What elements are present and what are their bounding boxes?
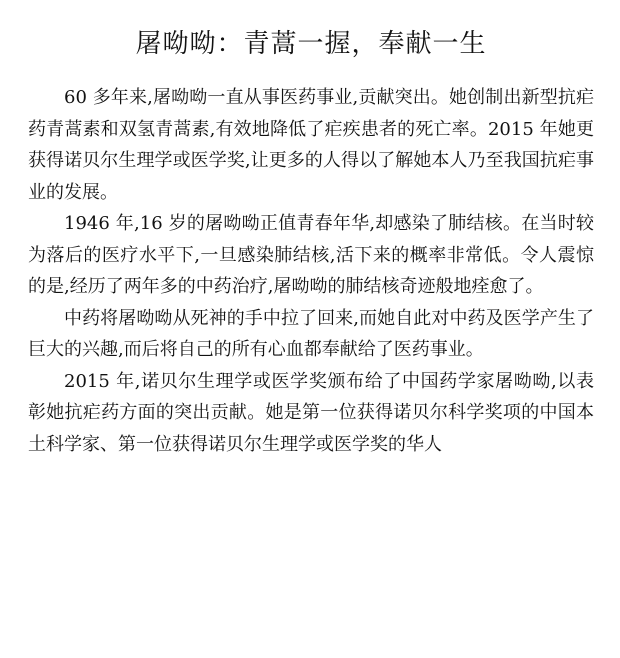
paragraph-3: 中药将屠呦呦从死神的手中拉了回来,而她自此对中药及医学产生了巨大的兴趣,而后将自己的所有心血都奉献给了医药事业。 [28,307,594,360]
paragraph-2: 1946 年,16 岁的屠呦呦正值青春年华,却感染了肺结核。在当时较为落后的医疗水平下,一旦感染肺结核,活下来的概率非常低。令人震惊的是,经历了两年多的中药治疗,屠呦呦的肺结核奇迹般地痊愈了。 [28,213,594,297]
article-title: 屠呦呦：青蒿一握，奉献一生 [135,29,487,59]
paragraph-1: 60 多年来,屠呦呦一直从事医药事业,贡献突出。她创制出新型抗疟药青蒿素和双氢青蒿素,有效地降低了疟疾患者的死亡率。2015 年她更获得诺贝尔生理学或医学奖,让更多的人得以了解她本人乃至我国抗疟事业的发展。 [28,87,594,203]
article-body [28,82,594,460]
paragraph-4: 2015 年,诺贝尔生理学或医学奖颁布给了中国药学家屠呦呦,以表彰她抗疟药方面的突出贡献。她是第一位获得诺贝尔科学奖项的中国本土科学家、第一位获得诺贝尔生理学或医学奖的华人 [28,370,594,455]
